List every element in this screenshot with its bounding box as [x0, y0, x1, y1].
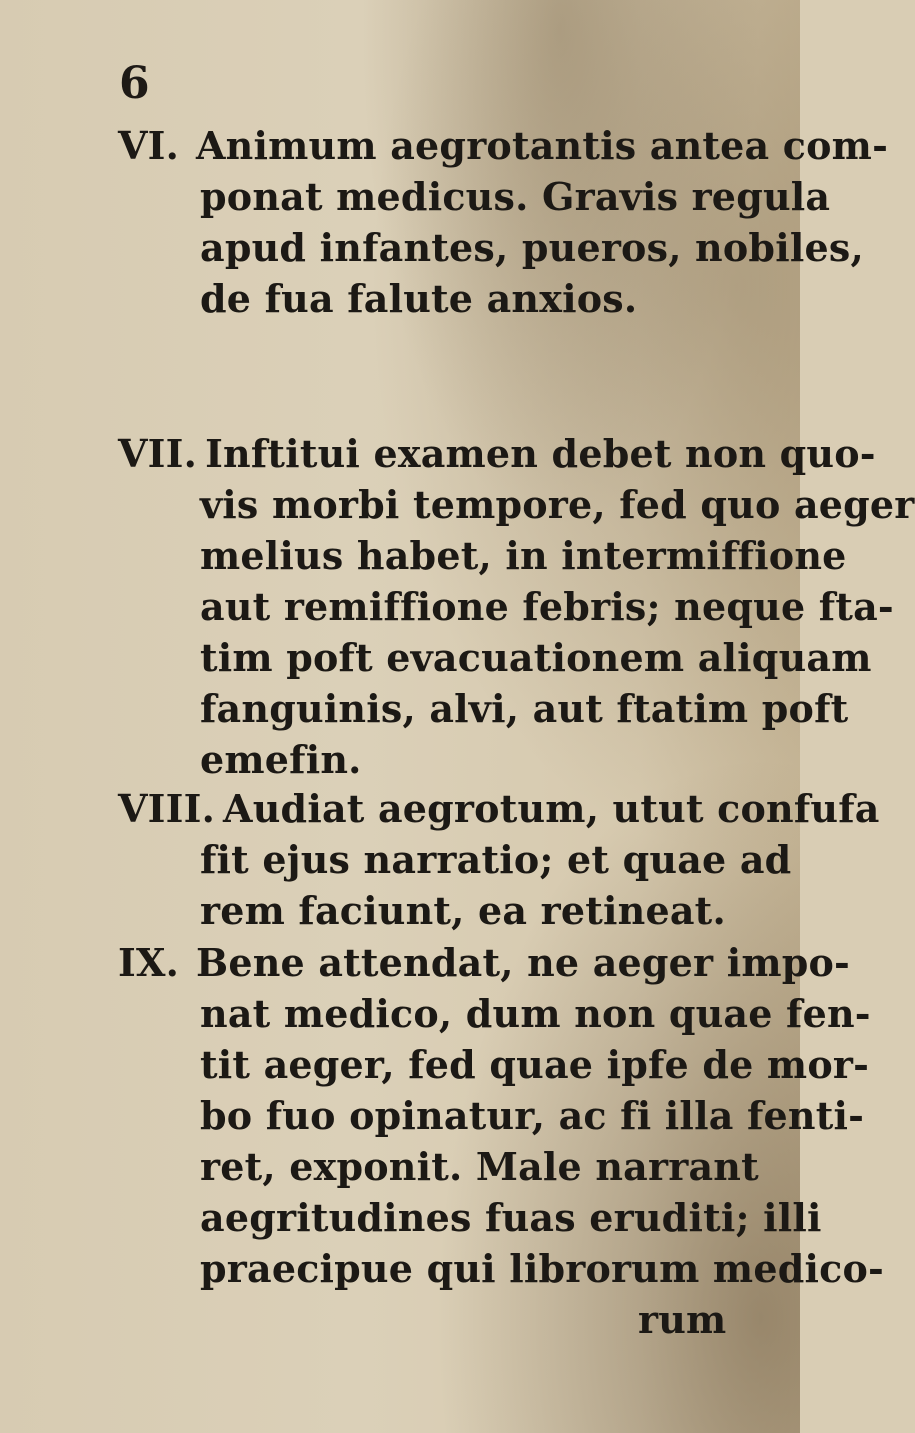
paragraph-numeral: IX.: [118, 940, 180, 985]
line-text: Bene attendat, ne aeger impo-: [196, 940, 851, 985]
paragraph-line: [118, 783, 880, 834]
paragraph-line: ponat medicus. Gravis regula: [200, 174, 831, 219]
paragraph-line: vis morbi tempore, fed quo aeger: [200, 482, 915, 527]
paragraph-numeral: VIII.: [118, 786, 216, 831]
paragraph-line: fanguinis, alvi, aut ftatim poft: [200, 686, 849, 731]
paragraph-line: rem faciunt, ea retineat.: [200, 888, 726, 933]
paragraph-line: tim poft evacuationem aliquam: [200, 635, 872, 680]
paragraph-ix: [118, 937, 884, 1345]
paragraph-line: [118, 428, 876, 479]
paragraph-line: fit ejus narratio; et quae ad: [200, 837, 792, 882]
page-number: 6: [119, 58, 150, 109]
paragraph-numeral: VI.: [118, 123, 180, 168]
paragraph-line: nat medico, dum non quae fen-: [200, 991, 871, 1036]
line-text: Audiat aegrotum, utut confufa: [223, 786, 880, 831]
paragraph-viii: [118, 783, 880, 936]
paragraph-line: [118, 937, 851, 988]
paragraph-line: apud infantes, pueros, nobiles,: [200, 225, 864, 270]
paragraph-line: ret, exponit. Male narrant: [200, 1144, 759, 1189]
paragraph-vii: [118, 428, 915, 785]
paragraph-line: aegritudines fuas eruditi; illi: [200, 1195, 822, 1240]
paragraph-line: tit aeger, fed quae ipfe de mor-: [200, 1042, 870, 1087]
paragraph-line: de fua falute anxios.: [200, 276, 638, 321]
line-text: Animum aegrotantis antea com-: [196, 123, 889, 168]
paragraph-vi: [118, 120, 889, 324]
line-text: Inftitui examen debet non quo-: [205, 431, 876, 476]
paragraph-line: rum: [638, 1297, 727, 1342]
paragraph-line: aut remiffione febris; neque fta-: [200, 584, 894, 629]
paragraph-line: bo fuo opinatur, ac fi illa fenti-: [200, 1093, 865, 1138]
paragraph-line: praecipue qui librorum medico-: [200, 1246, 884, 1291]
paragraph-line: [118, 120, 889, 171]
paragraph-numeral: VII.: [118, 431, 198, 476]
paragraph-line: melius habet, in intermiffione: [200, 533, 847, 578]
paragraph-line: emefin.: [200, 737, 362, 782]
